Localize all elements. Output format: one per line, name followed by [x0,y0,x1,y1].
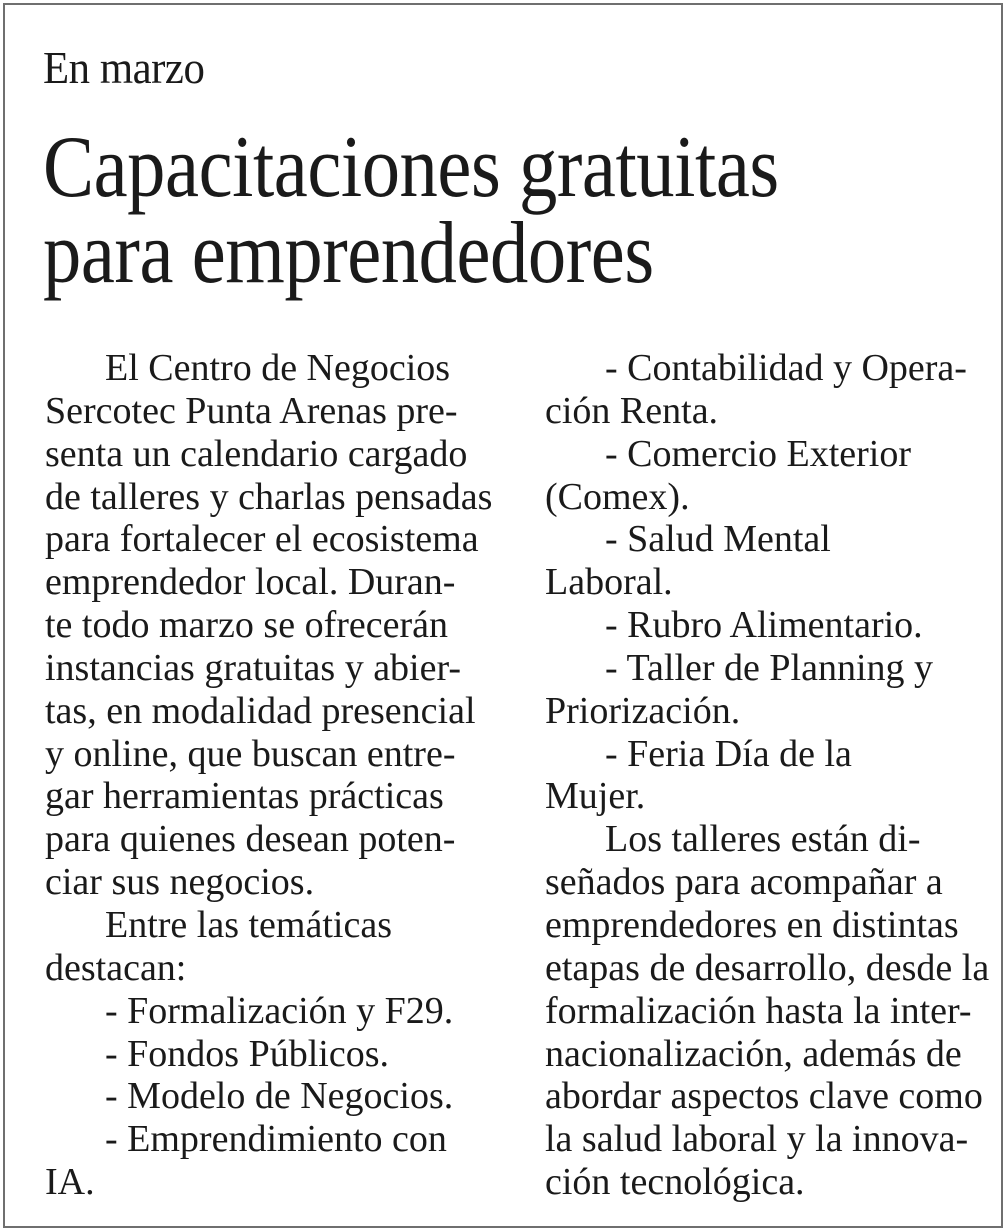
body-line: senta un calendario cargado [45,432,468,475]
list-item: - Rubro Alimentario. [605,604,923,647]
list-item: - Emprendimiento con [105,1118,447,1161]
body-line: (Comex). [545,475,690,518]
body-line: nacionalización, además de [545,1032,962,1075]
body-line: El Centro de Negocios [105,347,451,389]
body-line: para quienes desean poten- [45,818,456,861]
body-line: formalización hasta la inter- [545,989,972,1032]
body-line: de talleres y charlas pensadas [45,475,493,518]
headline-line: para emprendedores [43,205,654,302]
body-line: ciar sus negocios. [45,861,315,904]
article-frame [3,3,1003,1228]
list-item: - Fondos Públicos. [105,1032,389,1075]
body-column-right [545,347,990,1204]
list-item: - Contabilidad y Opera- [605,347,967,389]
article-kicker: En marzo [43,42,205,93]
list-item: - Formalización y F29. [105,989,454,1032]
body-line: emprendedores en distintas [545,903,959,946]
article-headline [43,119,779,302]
body-line: te todo marzo se ofrecerán [45,604,449,647]
body-line: Mujer. [545,775,646,818]
body-line: Priorización. [545,689,741,732]
body-line: emprendedor local. Duran- [45,561,456,604]
list-item: - Feria Día de la [605,732,852,775]
list-item: - Salud Mental [605,518,831,561]
body-line: la salud laboral y la innova- [545,1118,969,1161]
body-line: y online, que buscan entre- [45,732,456,775]
body-line: ción Renta. [545,389,719,432]
body-line: ción tecnológica. [545,1161,805,1204]
body-line: Sercotec Punta Arenas pre- [45,389,458,432]
list-item: - Comercio Exterior [605,432,912,475]
body-line: Entre las temáticas [105,903,392,946]
list-item: - Modelo de Negocios. [105,1075,454,1118]
body-line: instancias gratuitas y abier- [45,646,462,689]
body-line: IA. [45,1161,95,1204]
body-column-left [45,347,493,1204]
body-line: para fortalecer el ecosistema [45,518,479,561]
body-line: abordar aspectos clave como [545,1075,983,1118]
body-line: etapas de desarrollo, desde la [545,946,990,989]
body-line: Laboral. [545,561,673,604]
list-item: - Taller de Planning y [605,646,934,689]
headline-line: Capacitaciones gratuitas [43,119,779,216]
body-line: gar herramientas prácticas [45,775,444,818]
body-line: destacan: [45,946,187,989]
body-line: Los talleres están di- [605,818,921,861]
body-line: tas, en modalidad presencial [45,689,476,732]
body-line: señados para acompañar a [545,861,943,904]
